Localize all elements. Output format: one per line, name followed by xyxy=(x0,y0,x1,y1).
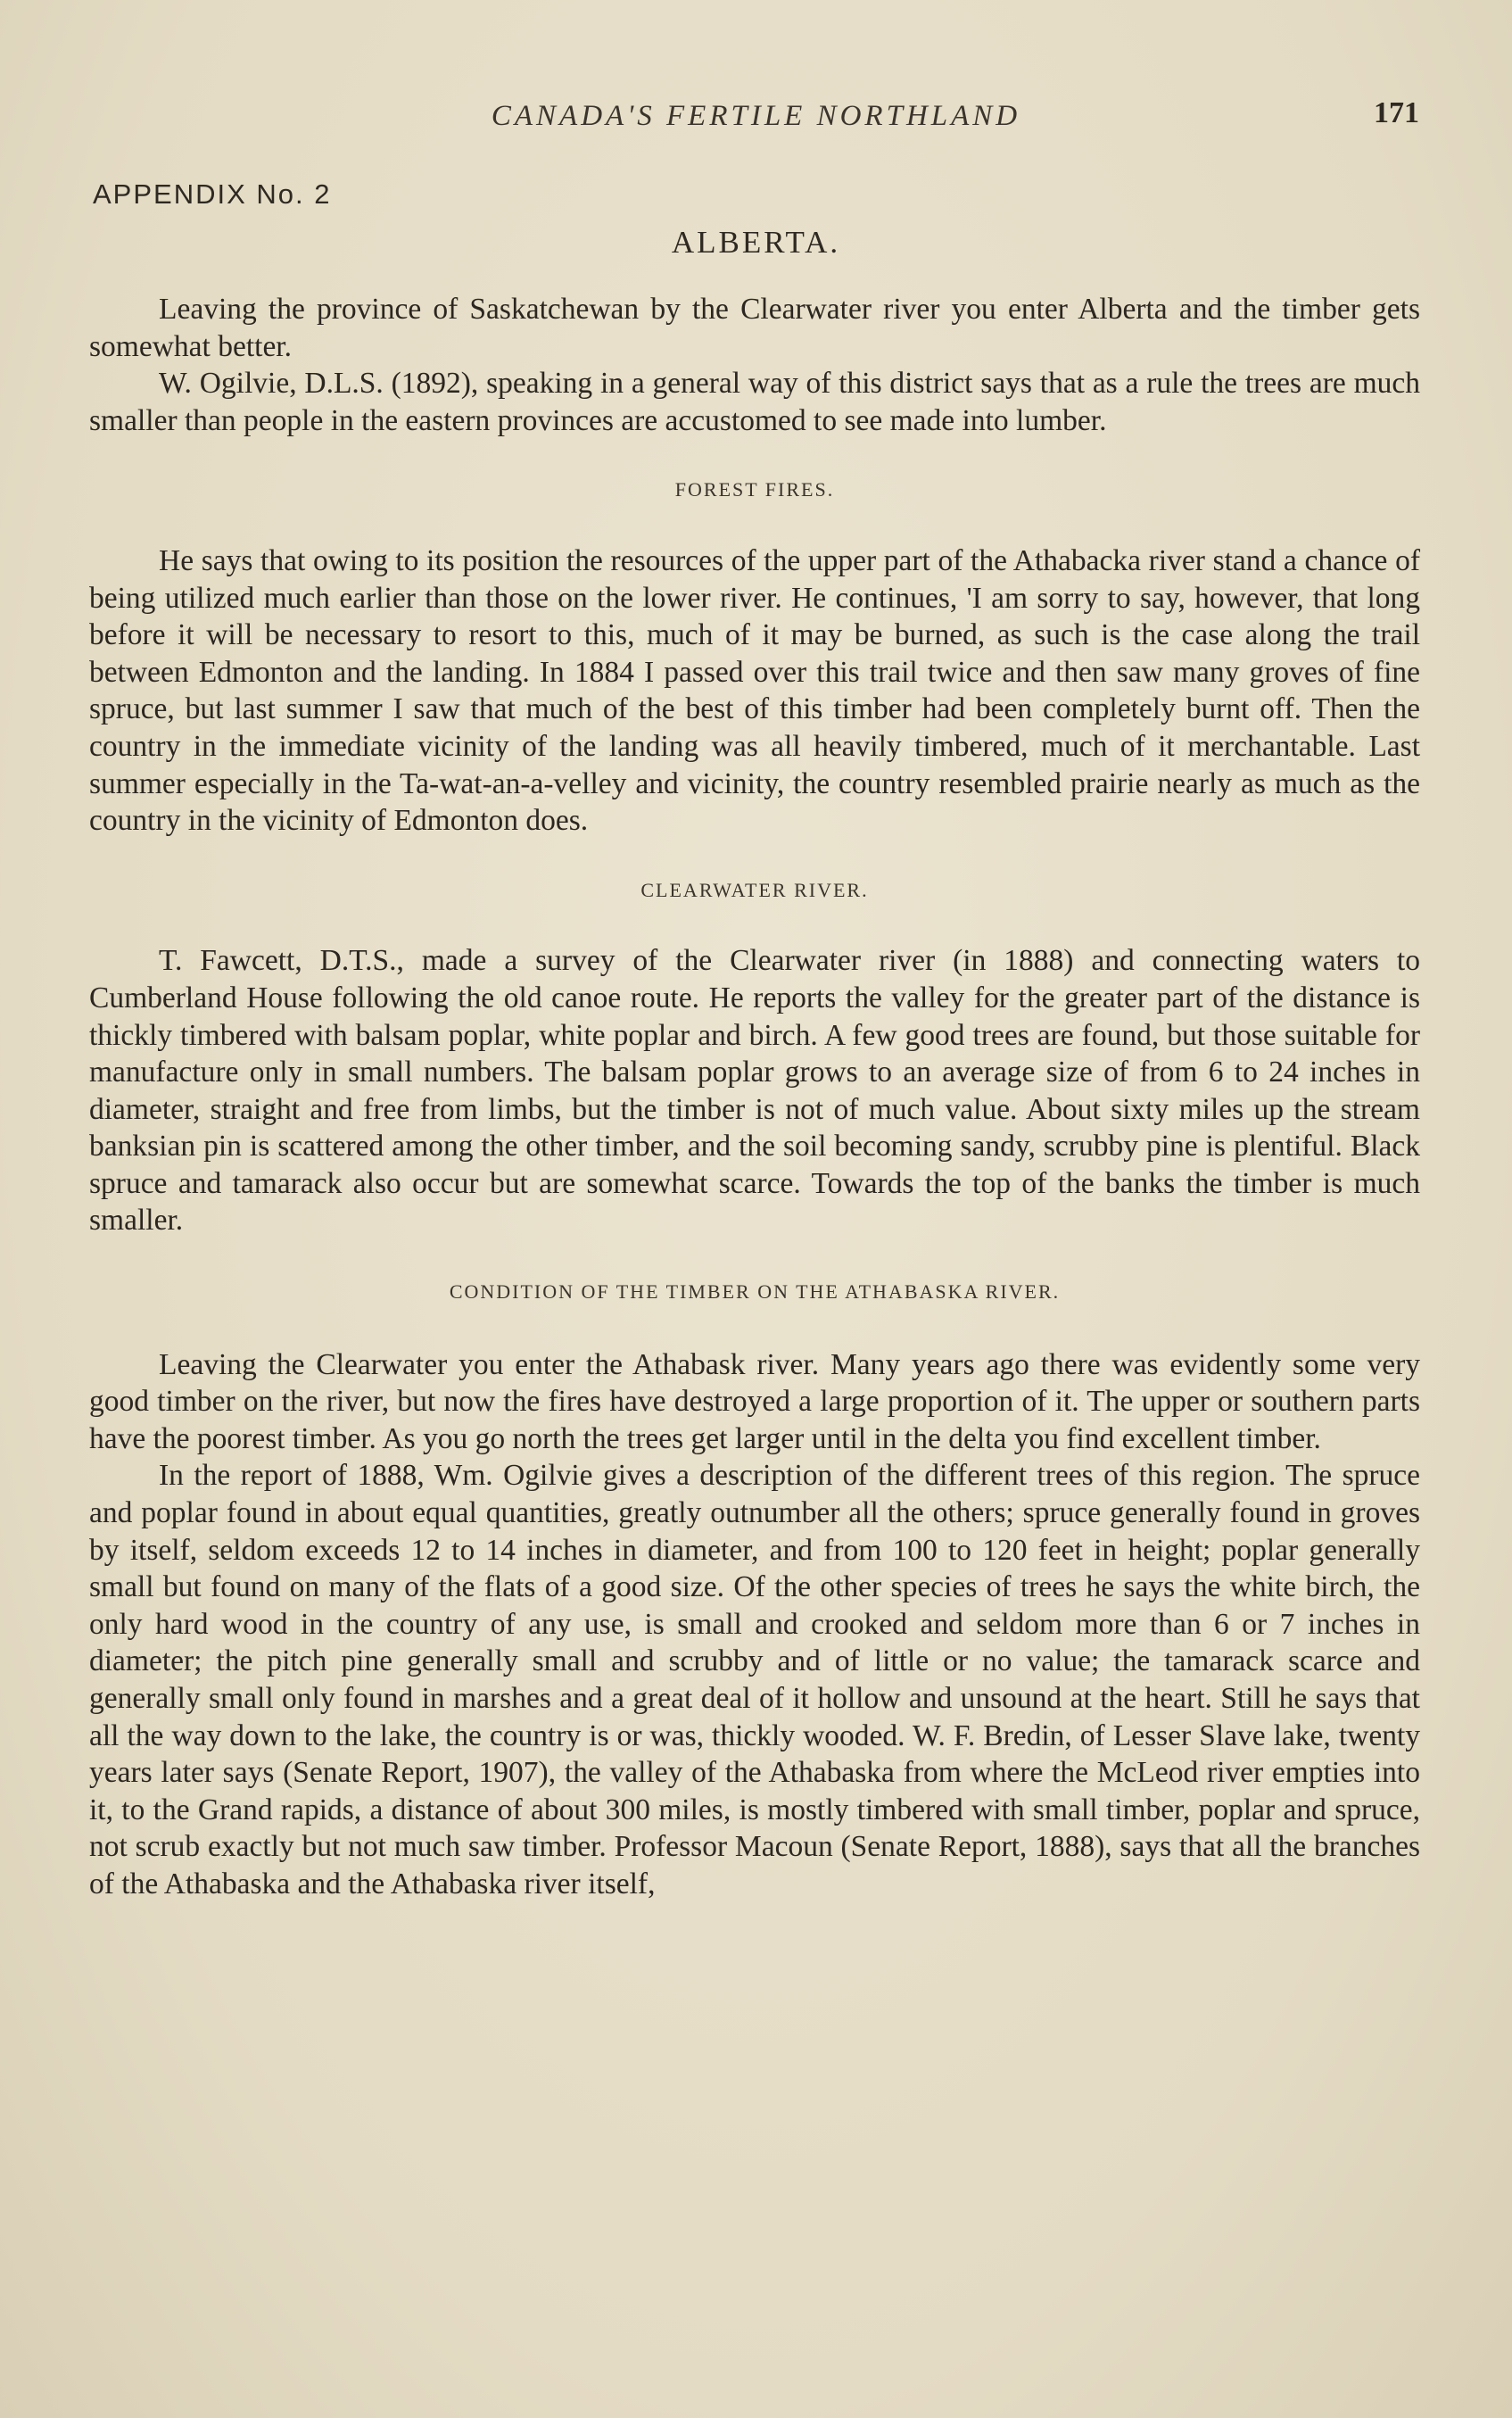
page-number: 171 xyxy=(1374,96,1419,129)
subheading-athabaska-timber: CONDITION OF THE TIMBER ON THE ATHABASKA RIVER. xyxy=(449,1280,1061,1304)
appendix-label: APPENDIX No. 2 xyxy=(93,178,332,210)
running-head: CANADA'S FERTILE NORTHLAND xyxy=(491,100,1021,132)
paragraph: Leaving the Clearwater you enter the Athabask river. Many years ago there was evidently some very good timber on the river, but now the fires have destroyed a large proportion of it. The upper or southern parts have the poorest timber. As you go north the trees get larger until in the delta you find excellent timber. xyxy=(89,1347,1420,1455)
paragraph: In the report of 1888, Wm. Ogilvie gives a description of the different trees of this region. The spruce and poplar found in about equal quantities, greatly outnumber all the others; spruce generally found in groves by itself, seldom exceeds 12 to 14 inches in diameter, and from 100 to 120 feet in height; poplar generally small but found on many of the flats of a good size. Of the other species of trees he says the white birch, the only hard wood in the country of any use, is small and crooked and seldom more than 6 or 7 inches in diameter; the pitch pine generally small and scrubby and of little or no value; the tamarack scarce and generally small only found in marshes and a great deal of it hollow and unsound at the heart. Still he says that all the way down to the lake, the country is or was, thickly wooded. W. F. Bredin, of Lesser Slave lake, twenty years later says (Senate Report, 1907), the valley of the Athabaska from where the McLeod river empties into it, to the Grand rapids, a distance of about 300 miles, is mostly timbered with small timber, poplar and spruce, not scrub exactly but not much saw timber. Professor Macoun (Senate Report, 1888), says that all the branches of the Athabaska and the Athabaska river itself, xyxy=(89,1459,1420,1900)
subheading-forest-fires: FOREST FIRES. xyxy=(674,478,835,501)
paragraph: Leaving the province of Saskatchewan by the Clearwater river you enter Alberta and the timber gets somewhat better. xyxy=(89,293,1420,363)
paragraph: W. Ogilvie, D.L.S. (1892), speaking in a general way of this district says that as a rule the trees are much smaller than people in the eastern provinces are accustomed to see made into lumber. xyxy=(89,367,1420,437)
section-title: ALBERTA. xyxy=(671,225,841,260)
subheading-clearwater-river: CLEARWATER RIVER. xyxy=(640,878,869,901)
paragraph: He says that owing to its position the resources of the upper part of the Athabacka river stand a chance of being utilized much earlier than those on the lower river. He continues, 'I am sorry to say, however, that long before it will be necessary to resort to this, much of it may be burned, as such is the case along the trail between Edmonton and the landing. In 1884 I passed over this trail twice and then saw many groves of fine spruce, but last summer I saw that much of the best of this timber had been completely burnt off. Then the country in the immediate vicinity of the landing was all heavily timbered, much of it merchantable. Last summer especially in the Ta-wat-an-a-velley and vicinity, the country resembled prairie nearly as much as the country in the vicinity of Edmonton does. xyxy=(89,543,1420,838)
body-text xyxy=(89,291,1420,1903)
paragraph: T. Fawcett, D.T.S., made a survey of the Clearwater river (in 1888) and connecting waters to Cumberland House following the old canoe route. He reports the valley for the greater part of the distance is thickly timbered with balsam poplar, white poplar and birch. A few good trees are found, but those suitable for manufacture only in small numbers. The balsam poplar grows to an average size of from 6 to 24 inches in diameter, straight and free from limbs, but the timber is not of much value. About sixty miles up the stream banksian pin is scattered among the other timber, and the soil becoming sandy, scrubby pine is plentiful. Black spruce and tamarack also occur but are somewhat scarce. Towards the top of the banks the timber is much smaller. xyxy=(89,944,1420,1238)
